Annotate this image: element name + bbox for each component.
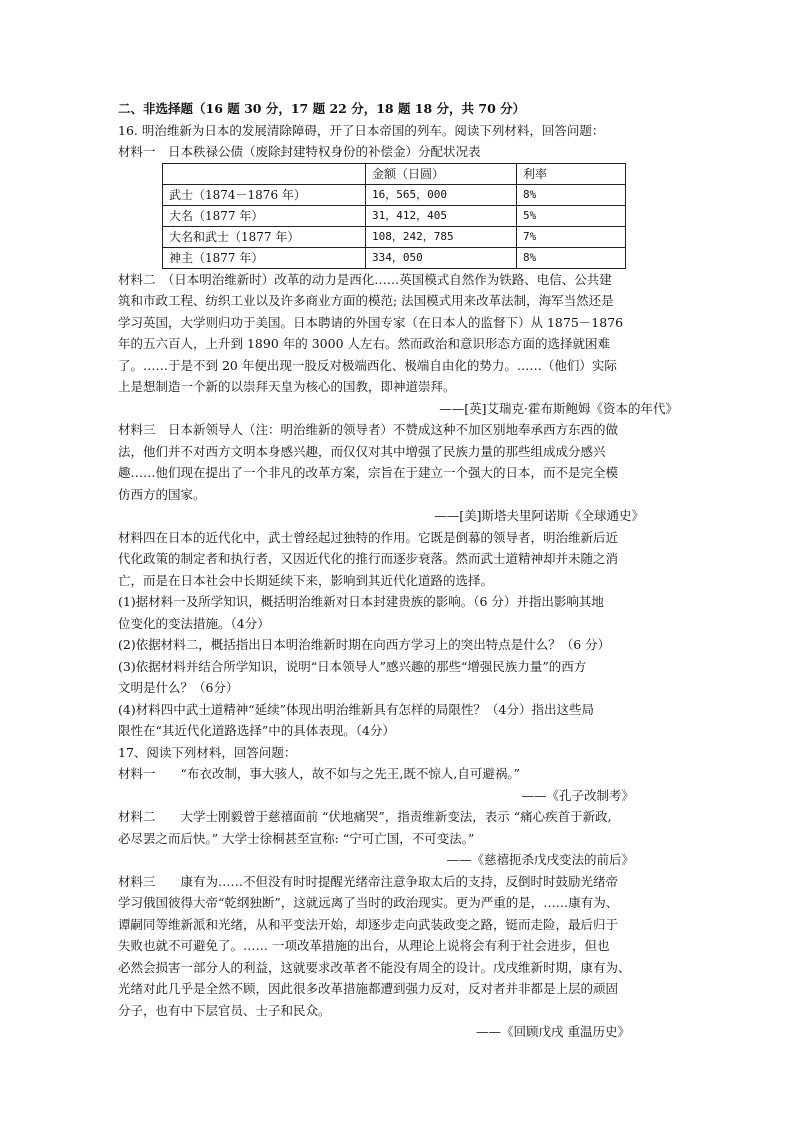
table-cell: 7% <box>517 226 626 247</box>
table-cell: 16，565，000 <box>366 184 517 205</box>
text-line: 谭嗣同等维新派和光绪，从和平变法开始，却逐步走向武装政变之路，铤而走险，最后归于 <box>118 916 619 932</box>
text-line: 仿西方的国家。 <box>118 486 206 502</box>
exam-page <box>118 98 678 1043</box>
source-citation: ——《慈禧扼杀戊戌变法的前后》 <box>446 852 634 867</box>
text-line: 上是想制造一个新的以崇拜天皇为核心的国教，即神道崇拜。 <box>118 379 456 394</box>
text-line: 分子，也有中下层官员、士子和民众。 <box>118 1002 331 1018</box>
text-line: 材料三 日本新领导人（注：明治维新的领导者）不赞成这种不加区别地奉承西方东西的做 <box>118 422 619 437</box>
question-line: (3)依据材料并结合所学知识，说明“日本领导人”感兴趣的那些“增强民族力量”的西方 <box>118 658 587 674</box>
bond-distribution-table <box>162 163 626 269</box>
question-line: 文明是什么？（6分） <box>118 680 239 695</box>
text-line: 材料四在日本的近代化中，武士曾经起过独特的作用。它既是倒幕的领导者，明治维新后近 <box>118 529 619 545</box>
table-cell: 武士（1874－1876 年） <box>163 184 366 205</box>
table-cell: 31，412，405 <box>366 205 517 226</box>
question-line: (1)据材料一及所学知识，概括明治维新对日本封建贵族的影响。（6 分）并指出影响其地 <box>118 594 604 609</box>
table-row <box>163 184 626 205</box>
table-cell: 大名和武士（1877 年） <box>163 226 366 247</box>
source-citation: ——[美]斯塔夫里阿诺斯《全球通史》 <box>434 508 644 523</box>
q17-material-3 <box>118 871 678 1043</box>
question-line: (2)依据材料二，概括指出日本明治维新时期在向西方学习上的突出特点是什么？（6 分） <box>118 637 611 652</box>
table-row <box>163 247 626 268</box>
source-citation: ——[英]艾瑞克·霍布斯鲍姆《资本的年代》 <box>439 400 678 416</box>
table-cell: 大名（1877 年） <box>163 205 366 226</box>
table-cell: 108，242，785 <box>366 226 517 247</box>
table-header-cell <box>163 163 366 184</box>
text-line: 光绪对此几乎是全然不顾，因此很多改革措施都遭到强力反对，反对者并非都是上层的顽固 <box>118 981 619 996</box>
q16-questions <box>118 591 678 742</box>
question-line: 位变化的变法措施。（4分） <box>118 615 270 631</box>
q17-intro: 17、阅读下列材料，回答问题： <box>118 744 297 760</box>
text-line: 趣……他们现在提出了一个非凡的改革方案，宗旨在于建立一个强大的日本，而不是完全模 <box>118 465 619 480</box>
text-line: 学习俄国彼得大帝“乾纲独断”，这就远离了当时的政治现实。更为严重的是，……康有为、 <box>118 895 619 910</box>
q16-m1-caption: 材料一 日本秩禄公债（废除封建特权身份的补偿金）分配状况表 <box>118 144 481 159</box>
q17-material-2 <box>118 806 678 871</box>
source-citation: ——《回顾戊戌 重温历史》 <box>476 1024 630 1039</box>
text-line: 必然会损害一部分人的利益，这就要求改革者不能没有周全的设计。戊戌维新时期，康有为、 <box>118 959 631 975</box>
question-line: 限性在“其近代化道路选择”中的具体表现。（4分） <box>118 723 395 738</box>
text-line: 法，他们并不对西方文明本身感兴趣，而仅仅对其中增强了民族力量的那些组成成分感兴 <box>118 443 606 459</box>
text-line: 材料二 （日本明治维新时）改革的动力是西化……英国模式自然作为铁路、电信、公共建 <box>118 271 612 287</box>
table-cell: 神主（1877 年） <box>163 247 366 268</box>
q16-material-4 <box>118 527 678 592</box>
q16-intro: 16. 明治维新为日本的发展清除障碍，开了日本帝国的列车。阅读下列材料，回答问题： <box>118 122 605 138</box>
table-cell: 8% <box>517 184 626 205</box>
q17-material-1: 材料一 “布衣改制，事大骇人，故不如与之先王,既不惊人,自可避祸。” <box>118 766 520 781</box>
table-header-row <box>163 163 626 184</box>
text-line: 年的五六百人，上升到 1890 年的 3000 人左右。然而政治和意识形态方面的选择就困难 <box>118 336 611 351</box>
text-line: 材料三 康有为……不但没有时时提醒光绪帝注意争取太后的支持，反倒时时鼓励光绪帝 <box>118 873 619 889</box>
question-line: (4)材料四中武士道精神“延续”体现出明治维新具有怎样的局限性？（4分）指出这些局 <box>118 701 594 717</box>
q16-material-3 <box>118 419 678 527</box>
table-cell: 5% <box>517 205 626 226</box>
text-line: 代化政策的制定者和执行者，又因近代化的推行而逐步衰落。然而武士道精神却并未随之消 <box>118 551 619 566</box>
text-line: 学习英国，大学则归功于美国。日本聘请的外国专家（在日本人的监督下）从 1875－1876 <box>118 314 624 330</box>
text-line: 亡，而是在日本社会中长期延续下来，影响到其近代化道路的选择。 <box>118 572 494 588</box>
table-cell: 334，050 <box>366 247 517 268</box>
source-citation: ——《孔子改制考》 <box>521 787 634 803</box>
section-heading: 二、非选择题（16 题 30 分，17 题 22 分，18 题 18 分，共 70 分） <box>118 101 526 116</box>
table-header-cell: 金额（日圆） <box>366 163 517 184</box>
table-header-cell: 利率 <box>517 163 626 184</box>
text-line: 材料二 大学士刚毅曾于慈禧面前 “伏地痛哭”，指责维新变法，表示 “痛心疾首于新政, <box>118 809 612 824</box>
text-line: 必尽罢之而后快。” 大学士徐桐甚至宣称: “宁可亡国，不可变法。” <box>118 830 475 846</box>
text-line: 失败也就不可避免了。…… 一项改革措施的出台，从理论上说将会有利于社会进步，但也 <box>118 938 610 953</box>
text-line: 筑和市政工程、纺织工业以及许多商业方面的模范; 法国模式用来改革法制，海军当然还是 <box>118 293 614 308</box>
table-row <box>163 226 626 247</box>
text-line: 了。……于是不到 20 年便出现一股反对极端西化、极端自由化的势力。……（他们）实际 <box>118 357 617 373</box>
table-cell: 8% <box>517 247 626 268</box>
table-row <box>163 205 626 226</box>
q16-material-2 <box>118 269 678 420</box>
